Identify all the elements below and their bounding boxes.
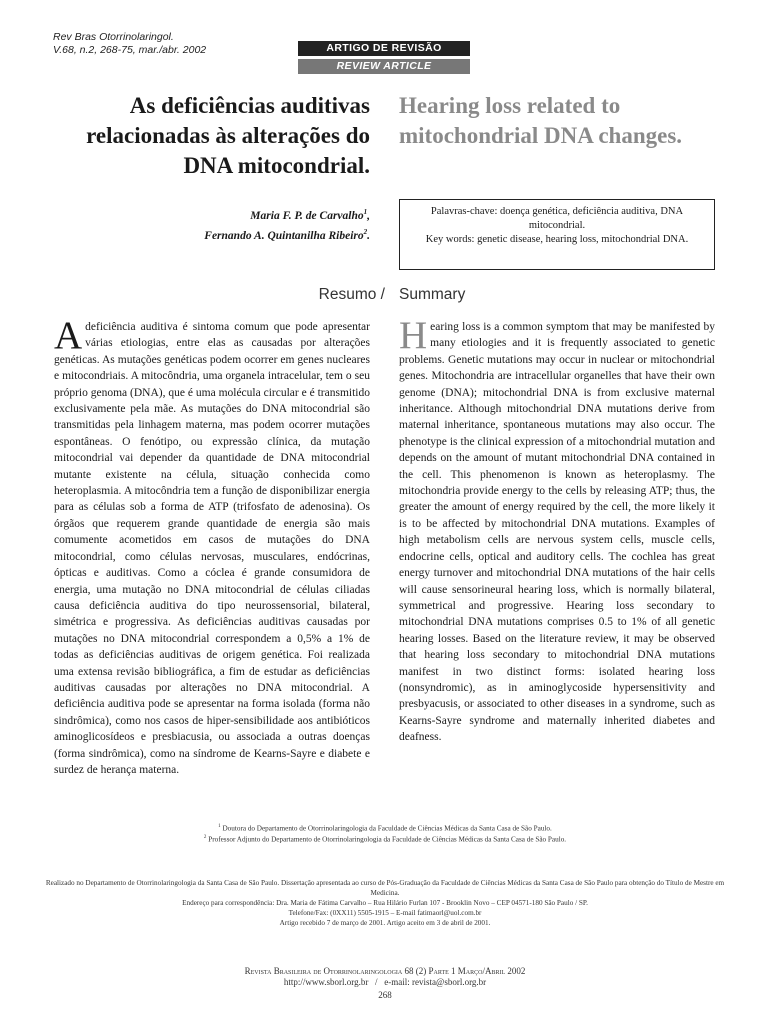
- abstract-en-text: earing loss is a common symptom that may be manifested by many etiologies and it is frequently associated to genetic problems. Genetic mutations may occur in nuclear or mitochondrial genes. Mitochondria are intracellular organelles that have their own genome (DNA); mitochondrial DNA is from exclusive maternal inheritance. Although mitochondrial DNA mutations derive from maternal inheritance, spontaneous mutations may also occur. The phenotype is the clinical expression of a mitochondrial mutation and depends on the amount of mutant mitochondrial DNA contained in the cell. This phenomenon is known as heteroplasmy. The mitochondria provide energy to the cells by releasing ATP; thus, the greater the amount of energy required by the cell, the more likely it is to be affected by mitochondrial DNA mutations. Examples of high metabolism cells are nervous system cells, muscle cells, endocrine cells, optical and auditory cells. The cochlea has great energy turnover and mitochondrial DNA mutations of the hair cells will cause sensorineural hearing loss, which is normally bilateral, symmetrical and progressive. Hearing loss secondary to mitochondrial DNA mutations comprises 0.5 to 1% of all genetic hearing losses. Based on the literature review, it may be observed that hearing loss secondary to mitochondrial DNA mutations manifest in two distinct forms: isolated hearing loss (nonsyndromic), as in aminoglycoside hypersensitivity and presbyacusis, or associated to other diseases in a syndrome, such as Kearns-Sayre syndrome and maternally inherited diabetes and deafness.: [399, 321, 715, 744]
- page-number: 268: [378, 990, 392, 1000]
- keywords-english: Key words: genetic disease, hearing loss, mitochondrial DNA.: [425, 234, 689, 245]
- abstract-pt-text: deficiência auditiva é sintoma comum que pode apresentar várias etiologias, entre elas as causadas por alterações genéticas. As mutações genéticas podem ocorrer em genes nucleares e mitocondriais. A mitocôndria, uma organela intracelular, tem o seu próprio genoma (DNA), que é uma molécula circular e é transmitido exclusivamente pela mãe. As mutações do DNA mitocondrial são transmitidas pela linhagem materna, mas podem ocorrer mutações espontâneas. O fenótipo, ou expressão clínica, da mutação mitocondrial vai depender da quantidade de DNA mitocondrial mutante existente na célula, situação conhecida como heteroplasmia. A mitocôndria tem a função de disponibilizar energia para as células sob a forma de ATP (trifosfato de adenosina). Os órgãos que requerem grande quantidade de energia são mais comumente acometidos em casos de mutações do DNA mitocondrial, como células nervosas, musculares, endócrinas, ópticas e auditivas. Como a cóclea é grande consumidora de energia, uma mutação no DNA mitocondrial de células ciliadas causa deficiência auditiva do tipo neurossensorial, bilateral, simétrica e progressiva. As deficiências auditivas causadas por mutações no DNA mitocondrial correspondem a 0,5% a 1% de todas as deficiências auditivas de origem genética. Foi realizada uma extensa revisão bibliográfica, a fim de estudar as deficiências auditivas causadas por alterações no DNA mitocondrial. A deficiência auditiva pode se apresentar na forma isolada (forma não sindrômica), como nos casos de hiper-sensibilidade aos antibióticos aminoglicosídeos e presbiacusia, ou associada a outras doenças (forma sindrômica), como na síndrome de Kearns-Sayre e diabete e surdez de herança materna.: [54, 321, 370, 776]
- correspondence-footnotes: [40, 878, 730, 928]
- page-footer: [40, 966, 730, 1001]
- abstract-portuguese: [54, 314, 370, 778]
- dropcap-pt: A: [54, 314, 83, 357]
- author-1: Maria F. P. de Carvalho$^1$,: [250, 208, 370, 222]
- title-portuguese: As deficiências auditivas relacionadas às alterações do DNA mitocondrial.: [86, 93, 370, 178]
- dropcap-en: H: [399, 314, 428, 357]
- author-2: Fernando A. Quintanilha Ribeiro$^2$.: [204, 227, 370, 242]
- section-heading-summary: Summary: [399, 286, 466, 303]
- affiliation-footnotes: [40, 822, 730, 845]
- journal-header: [53, 31, 206, 57]
- title-english: Hearing loss related to mitochondrial DNA changes.: [399, 93, 683, 148]
- journal-name: Rev Bras Otorrinolaringol.: [53, 31, 174, 43]
- author-list: [40, 204, 370, 244]
- abstract-english: [399, 314, 715, 746]
- article-type-banner-pt: ARTIGO DE REVISÃO: [298, 41, 470, 56]
- footnote-recebido: Artigo recebido 7 de março de 2001. Artigo aceito em 3 de abril de 2001.: [279, 919, 491, 927]
- journal-citation: V.68, n.2, 268-75, mar./abr. 2002: [53, 44, 207, 56]
- footnote-1: $^1$ Doutora do Departamento de Otorrinolaringologia da Faculdade de Ciências Médicas da Santa Casa de São Paulo.: [218, 824, 552, 833]
- author-2-affiliation: 2: [363, 227, 368, 236]
- footer-journal-line: Revista Brasileira de Otorrinolaringologia 68 (2) Parte 1 Março/Abril 2002: [244, 966, 526, 976]
- keywords-portuguese: Palavras-chave: doença genética, deficiência auditiva, DNA mitocondrial.: [430, 206, 684, 231]
- footnote-realizado: Realizado no Departamento de Otorrinolaringologia da Santa Casa de São Paulo. Dissertação apresentada ao curso de Pós-Graduação da Faculdade de Ciências Médicas da Santa Casa de São Paulo para obtenção do Título de Mestre em Medicina.: [45, 879, 725, 897]
- section-heading-resumo: Resumo /: [318, 286, 385, 303]
- footer-url-line: http://www.sborl.org.br / e-mail: revista@sborl.org.br: [283, 977, 487, 987]
- keywords-box: [399, 199, 715, 270]
- author-1-affiliation: 1: [363, 208, 368, 216]
- article-type-banner-en: REVIEW ARTICLE: [298, 59, 470, 74]
- footnote-endereco: Endereço para correspondência: Dra. Maria de Fátima Carvalho – Rua Hilário Furlan 107 - Brooklin Novo – CEP 04571-180 São Paulo / SP.: [182, 899, 588, 907]
- footnote-telefone: Telefone/Fax: (0XX11) 5505-1915 – E-mail fatimaorl@uol.com.br: [288, 909, 482, 917]
- footnote-2: $^2$ Professor Adjunto do Departamento de Otorrinolaringologia da Faculdade de Ciências Médicas da Santa Casa de São Paulo.: [203, 835, 567, 844]
